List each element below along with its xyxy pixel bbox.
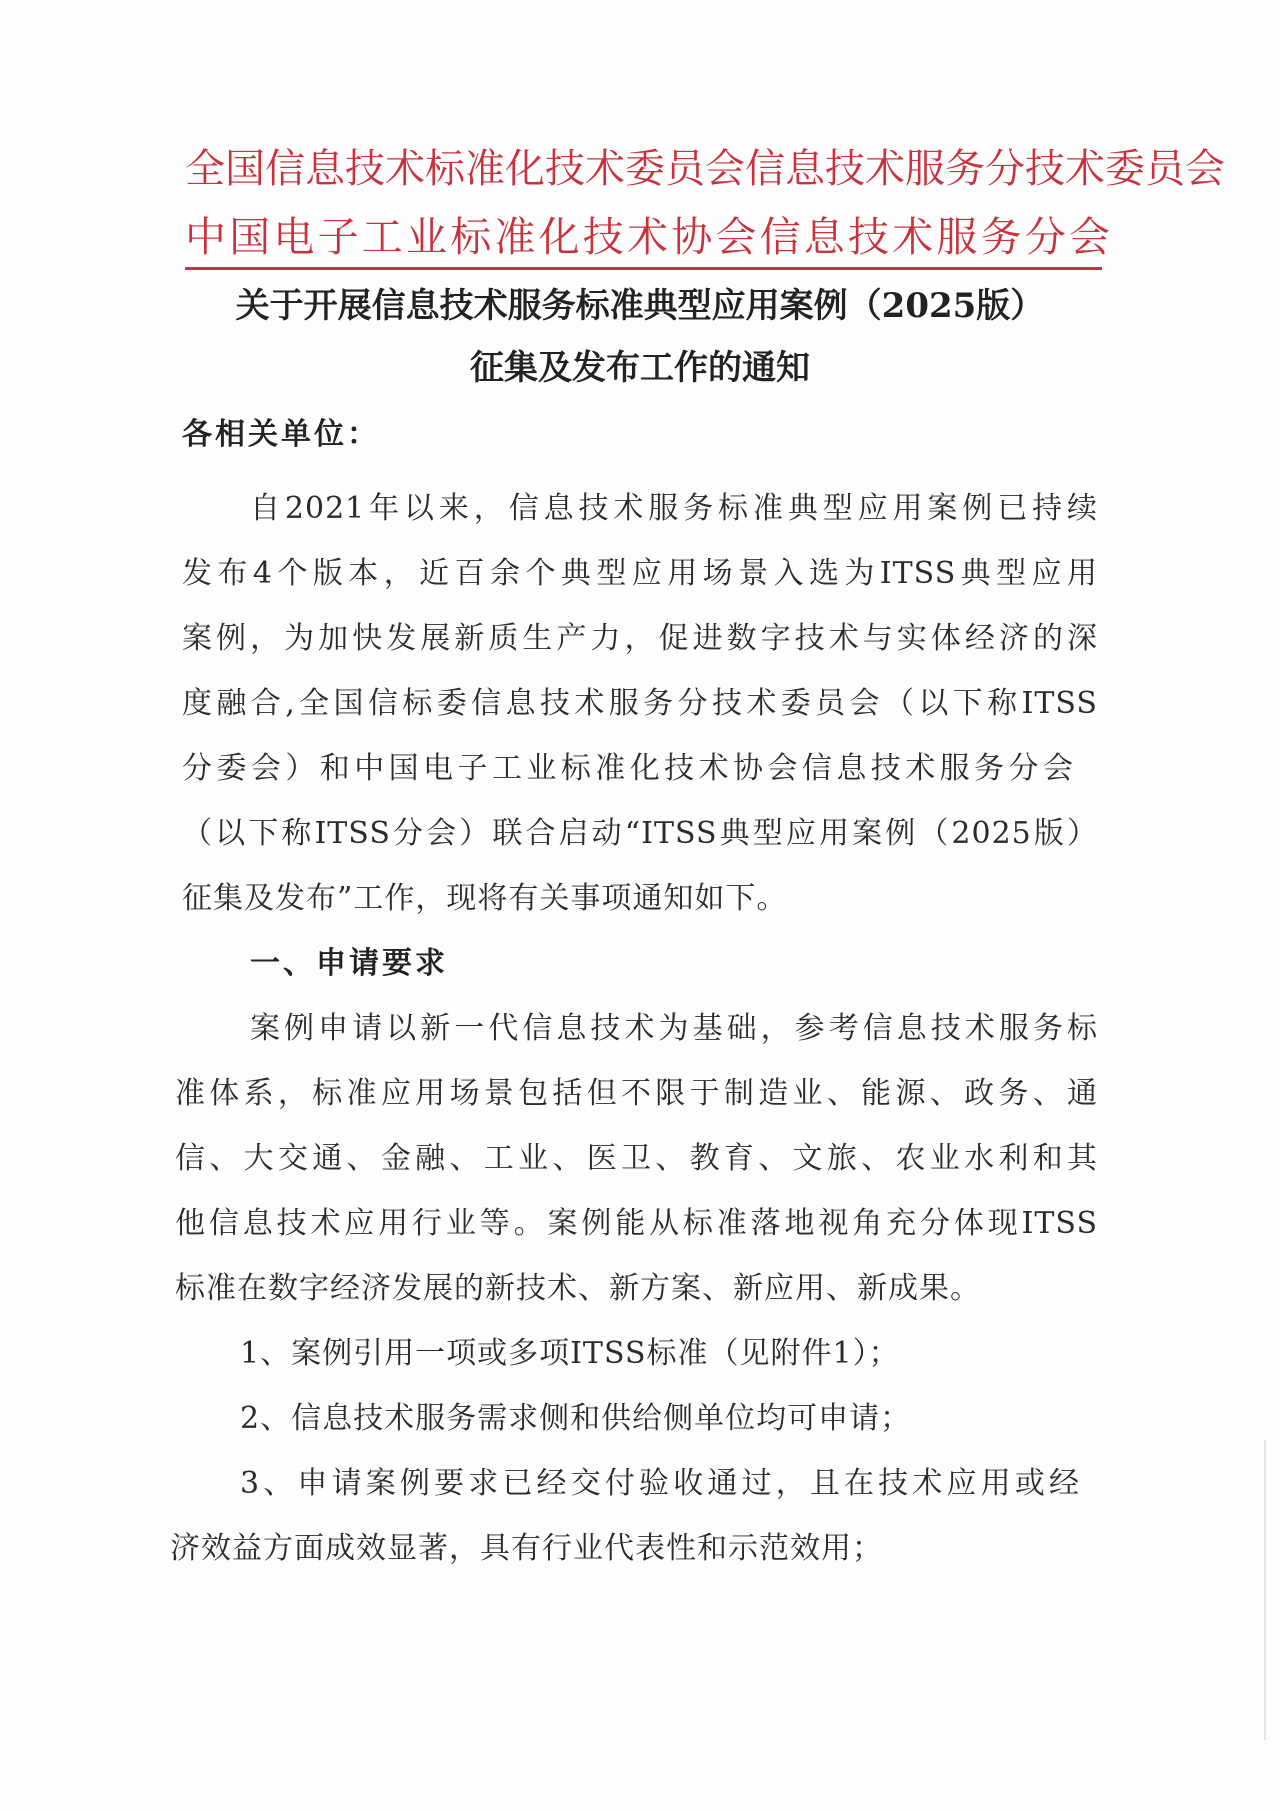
paragraph-line: （以下称ITSS分会）联合启动“ITSS典型应用案例（2025版）: [182, 816, 1098, 851]
requirement-item-continued: 济效益方面成效显著，具有行业代表性和示范效用；: [170, 1531, 883, 1566]
paragraph-line: 征集及发布”工作，现将有关事项通知如下。: [182, 881, 788, 916]
paragraph-line: 准体系，标准应用场景包括但不限于制造业、能源、政务、通: [175, 1076, 1098, 1111]
paragraph-line: 分委会）和中国电子工业标准化技术协会信息技术服务分会: [182, 751, 1074, 786]
requirement-item: 2、信息技术服务需求侧和供给侧单位均可申请；: [240, 1401, 912, 1436]
header-red-rule: [185, 267, 1102, 270]
section-heading: 一、申请要求: [250, 946, 448, 981]
paragraph-line: 案例，为加快发展新质生产力，促进数字技术与实体经济的深: [182, 621, 1098, 656]
paragraph-line: 发布4个版本，近百余个典型应用场景入选为ITSS典型应用: [182, 556, 1098, 591]
requirement-item: 1、案例引用一项或多项ITSS标准（见附件1）；: [240, 1336, 900, 1371]
paragraph-line: 信、大交通、金融、工业、医卫、教育、文旅、农业水利和其: [175, 1141, 1098, 1176]
notice-title-line1: 关于开展信息技术服务标准典型应用案例（2025版）: [235, 286, 1045, 326]
paragraph-line: 标准在数字经济发展的新技术、新方案、新应用、新成果。: [175, 1271, 981, 1306]
paragraph-line: 度融合,全国信标委信息技术服务分技术委员会（以下称ITSS: [182, 686, 1098, 721]
committee-name-line2: 中国电子工业标准化技术协会信息技术服务分会: [185, 213, 1110, 261]
notice-title-line2: 征集及发布工作的通知: [470, 348, 810, 388]
paragraph-line: 案例申请以新一代信息技术为基础，参考信息技术服务标: [250, 1011, 1098, 1046]
scan-edge-shadow: [1264, 1440, 1266, 1740]
committee-name-line1: 全国信息技术标准化技术委员会信息技术服务分技术委员会: [185, 146, 1225, 192]
requirement-item: 3、申请案例要求已经交付验收通过，且在技术应用或经: [240, 1466, 1080, 1501]
paragraph-line: 自2021年以来，信息技术服务标准典型应用案例已持续: [250, 491, 1098, 526]
salutation: 各相关单位：: [182, 417, 380, 452]
paragraph-line: 他信息技术应用行业等。案例能从标准落地视角充分体现ITSS: [175, 1206, 1098, 1241]
